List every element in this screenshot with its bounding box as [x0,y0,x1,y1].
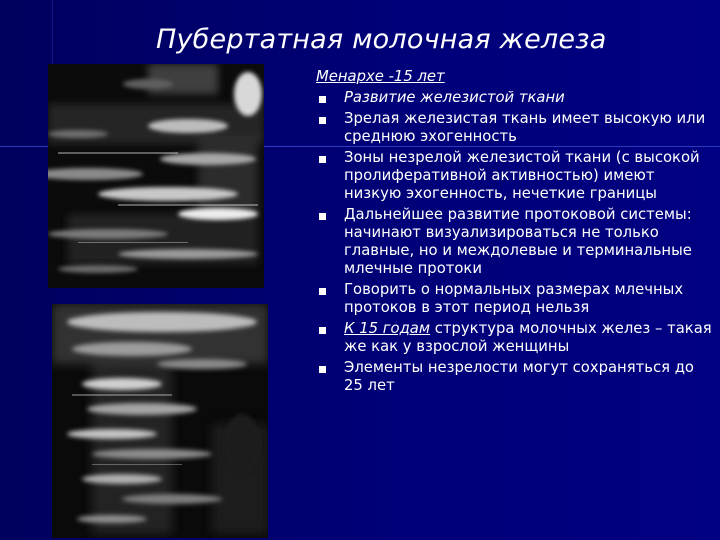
bullet-item [316,110,716,146]
slide-title: Пубертатная молочная железа [156,24,607,55]
bullet-text: Элементы незрелости могут сохраняться до 25 лет [344,359,694,394]
ultrasound-image-bottom [52,304,268,538]
slide-content [316,68,716,398]
bullet-text: Говорить о нормальных размерах млечных протоков в этот период нельзя [344,281,684,316]
menarche-subtitle: Менархе -15 лет [316,68,445,85]
square-bullet-icon [319,96,326,103]
square-bullet-icon [319,366,326,373]
bullet-text: Развитие железистой ткани [344,89,565,106]
bullet-item [316,149,716,203]
bullet-item [316,359,716,395]
bullet-text: Зоны незрелой железистой ткани (с высокой пролиферативной активностью) имеют низкую эхогенность, нечеткие границы [344,149,700,202]
square-bullet-icon [319,288,326,295]
ultrasound-image-top [48,64,264,288]
bullet-text: Дальнейшее развитие протоковой системы: начинают визуализироваться не только главные, но и междолевые и терминальные млечные протоки [344,206,692,277]
square-bullet-icon [319,117,326,124]
bullet-item [316,281,716,317]
bullet-item [316,206,716,278]
square-bullet-icon [319,156,326,163]
bullet-text: структура молочных желез – такая же как у взрослой женщины [344,320,712,355]
bullet-item [316,89,716,107]
bullet-item [316,320,716,356]
bullet-text: Зрелая железистая ткань имеет высокую или среднюю эхогенность [344,110,706,145]
square-bullet-icon [319,213,326,220]
square-bullet-icon [319,327,326,334]
bullet-lead-text: К 15 годам [344,320,431,337]
bullet-list [316,89,716,395]
